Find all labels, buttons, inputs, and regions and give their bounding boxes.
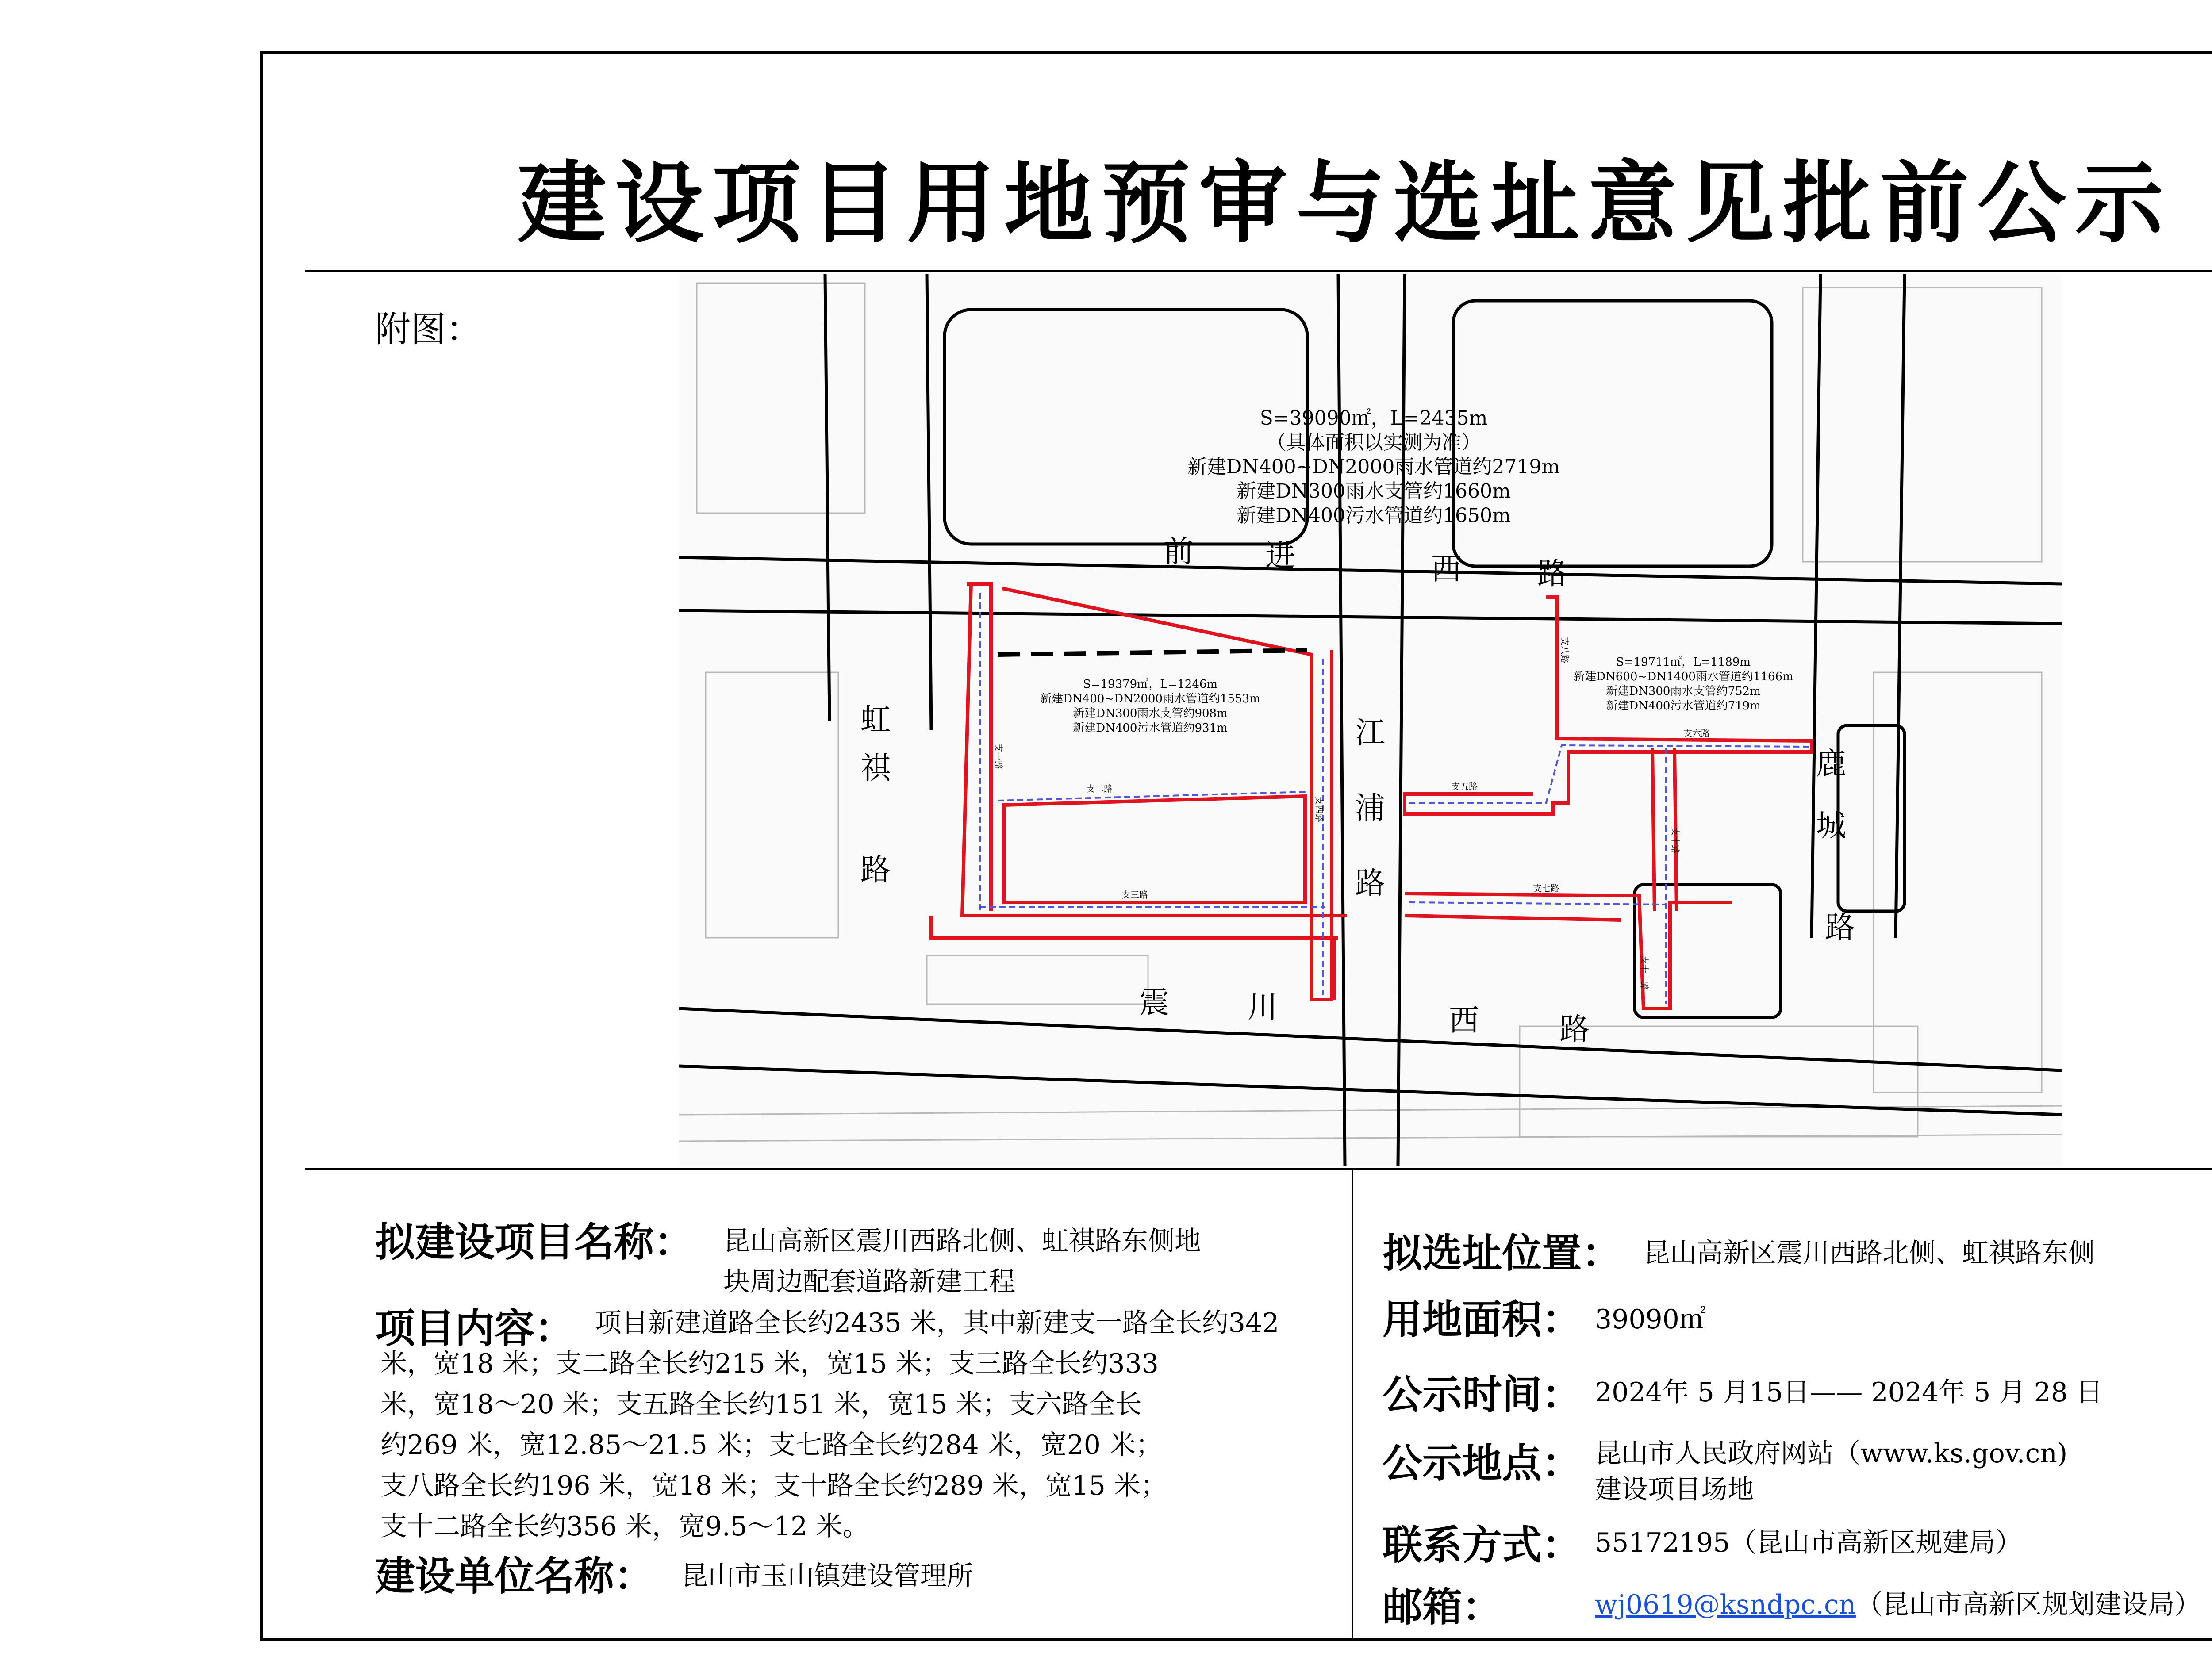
summary-main-line: 新建DN300雨水支管约1660m (1237, 480, 1511, 502)
project-content-first-line-wrap (595, 1303, 1279, 1343)
location-value: 昆山高新区震川西路北侧、虹祺路东侧 (1644, 1238, 2095, 1269)
branch-label-zhi8: 支八路 (1559, 637, 1570, 663)
project-name-value (723, 1221, 1201, 1302)
builder-label: 建设单位名称： (375, 1553, 654, 1599)
area-value: 39090㎡ (1595, 1304, 1706, 1335)
road-jiangpu-char: 浦 (1355, 791, 1386, 826)
branch-label-zhi4: 支四路 (1314, 796, 1325, 823)
road-lucheng-char: 鹿 (1816, 747, 1847, 782)
contact-value: 55172195（昆山市高新区规建局） (1595, 1527, 2022, 1558)
summary-right-line: 新建DN300雨水支管约752m (1606, 685, 1761, 698)
mail-label: 邮箱： (1382, 1584, 1502, 1630)
road-hongqi-char: 祺 (860, 751, 891, 786)
summary-main-line: S=39090㎡，L=2435m (1260, 407, 1488, 430)
summary-main-line: （具体面积以实测为准） (1267, 431, 1481, 454)
email-link[interactable]: wj0619@ksndpc.cn (1595, 1589, 1856, 1620)
summary-right (1573, 656, 1793, 713)
road-zhenchuan-char: 西 (1449, 1003, 1479, 1038)
summary-right-line: 新建DN600~DN1400雨水管道约1166m (1573, 670, 1793, 683)
project-content-label: 项目内容： (375, 1305, 574, 1352)
road-zhenchuan-char: 路 (1559, 1012, 1590, 1047)
project-content-line: 支八路全长约196 米，宽18 米；支十路全长约289 米，宽15 米； (380, 1470, 1167, 1501)
summary-left-line: 新建DN400污水管道约931m (1073, 721, 1228, 735)
road-qianjin-char: 西 (1431, 552, 1462, 587)
divider-vertical (1352, 1168, 1353, 1639)
site-map (679, 274, 2062, 1166)
road-qianjin-char: 前 (1164, 534, 1194, 569)
branch-label-zhi1: 支一路 (993, 743, 1004, 770)
road-qianjin-char: 进 (1265, 539, 1296, 574)
branch-label-zhi6: 支六路 (1683, 728, 1710, 739)
project-content-body (380, 1343, 1167, 1547)
branch-label-zhi12: 支十二路 (1639, 955, 1650, 991)
road-qianjin-char: 路 (1537, 556, 1568, 591)
summary-left-line: 新建DN300雨水支管约908m (1073, 707, 1228, 720)
project-content-line: 支十二路全长约356 米，宽9.5～12 米。 (380, 1511, 869, 1542)
road-zhenchuan-char: 震 (1139, 986, 1170, 1020)
branch-label-zhi7: 支七路 (1533, 883, 1559, 894)
branch-label-zhi2: 支二路 (1086, 783, 1113, 794)
place-line: 建设项目场地 (1595, 1474, 1754, 1505)
summary-right-line: S=19711㎡，L=1189m (1616, 656, 1751, 669)
summary-left-line: 新建DN400~DN2000雨水管道约1553m (1040, 692, 1260, 706)
summary-main-line: 新建DN400污水管道约1650m (1237, 504, 1511, 527)
summary-left (1040, 678, 1260, 735)
place-value (1595, 1435, 2067, 1508)
project-content-line: 米，宽18 米；支二路全长约215 米，宽15 米；支三路全长约333 (380, 1348, 1159, 1379)
divider-middle (305, 1168, 2212, 1170)
summary-left-line: S=19379㎡，L=1246m (1083, 678, 1218, 691)
project-name-line: 块周边配套道路新建工程 (723, 1266, 1015, 1297)
road-jiangpu-char: 江 (1355, 716, 1386, 751)
project-name-label: 拟建设项目名称： (375, 1219, 694, 1266)
divider-top (305, 270, 2212, 272)
period-value: 2024年 5 月15日—— 2024年 5 月 28 日 (1595, 1377, 2103, 1408)
road-jiangpu-char: 路 (1355, 866, 1386, 901)
road-zhenchuan-char: 川 (1248, 990, 1278, 1025)
summary-main-line: 新建DN400~DN2000雨水管道约2719m (1187, 456, 1560, 478)
road-hongqi-char: 虹 (860, 702, 891, 737)
project-content-line: 米，宽18～20 米；支五路全长约151 米，宽15 米；支六路全长 (380, 1389, 1142, 1420)
project-content-line: 约269 米，宽12.85～21.5 米；支七路全长约284 米，宽20 米； (380, 1430, 1163, 1461)
figure-label: 附图： (375, 309, 481, 350)
mail-value (1595, 1584, 2201, 1622)
dashed-boundary (998, 650, 1307, 655)
road-hongqi-char: 路 (860, 853, 891, 888)
place-line: 昆山市人民政府网站（www.ks.gov.cn) (1595, 1438, 2068, 1469)
page-title: 建设项目用地预审与选址意见批前公示 (517, 152, 2172, 255)
project-name-line: 昆山高新区震川西路北侧、虹祺路东侧地 (723, 1226, 1201, 1257)
branch-label-zhi10: 支十路 (1670, 827, 1681, 854)
period-label: 公示时间： (1382, 1372, 1582, 1418)
builder-value: 昆山市玉山镇建设管理所 (681, 1561, 973, 1591)
road-labels (860, 534, 1855, 1047)
summary-right-line: 新建DN400污水管道约719m (1606, 699, 1761, 713)
branch-label-zhi5: 支五路 (1451, 781, 1478, 792)
site-map-svg (679, 274, 2062, 1166)
area-label: 用地面积： (1382, 1296, 1582, 1343)
project-content-line: 项目新建道路全长约2435 米，其中新建支一路全长约342 (595, 1308, 1279, 1338)
road-lucheng-char: 城 (1816, 809, 1847, 844)
branch-label-zhi3: 支三路 (1121, 890, 1148, 900)
summary-main (1187, 407, 1560, 527)
place-label: 公示地点： (1382, 1440, 1582, 1487)
location-label: 拟选址位置： (1382, 1230, 1621, 1277)
road-lucheng-char: 路 (1825, 910, 1855, 945)
contact-label: 联系方式： (1382, 1522, 1582, 1568)
mail-suffix: （昆山市高新区规划建设局） (1856, 1589, 2201, 1620)
